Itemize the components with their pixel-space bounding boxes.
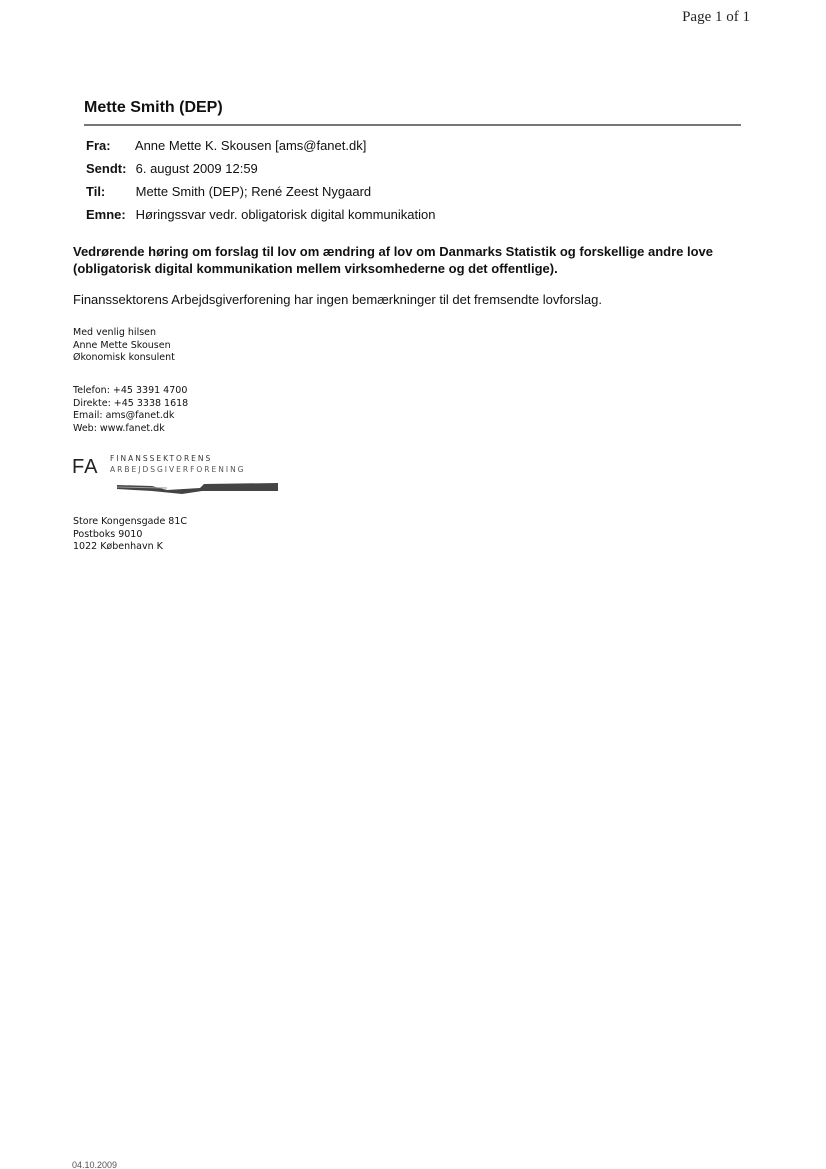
address-line: Postboks 9010 — [73, 528, 143, 540]
logo-line-1: FINANSSEKTORENS — [110, 454, 213, 463]
header-row-sent — [86, 161, 435, 184]
signature-block — [73, 327, 175, 365]
address-line: Store Kongensgade 81C — [73, 516, 188, 527]
header-divider — [84, 124, 741, 126]
body-paragraph: Finanssektorens Arbejdsgiverforening har ingen bemærkninger til det fremsendte lovforslag. — [73, 292, 602, 307]
header-label: Sendt: — [86, 161, 127, 176]
subject-heading: Vedrørende høring om forslag til lov om ændring af lov om Danmarks Statistik og forskellige andre love (obligatorisk digital kommunikation mellem virksomhederne og det offentlige). — [73, 244, 714, 276]
logo-swoosh — [117, 483, 278, 494]
header-row-to — [86, 184, 435, 207]
logo-line-2: ARBEJDSGIVERFORENING — [110, 465, 246, 474]
contact-block — [73, 385, 188, 435]
header-value: Anne Mette K. Skousen [ams@fanet.dk] — [134, 138, 367, 153]
signature-line: Anne Mette Skousen — [73, 339, 171, 351]
header-value: 6. august 2009 12:59 — [135, 161, 258, 176]
footer-date: 04.10.2009 — [72, 1160, 118, 1169]
header-label: Emne: — [86, 207, 126, 222]
header-label: Til: — [86, 184, 106, 199]
contact-line: Web: www.fanet.dk — [73, 422, 165, 434]
header-row-subject — [86, 207, 435, 230]
signature-line: Med venlig hilsen — [73, 327, 157, 338]
sender-title: Mette Smith (DEP) — [84, 99, 223, 116]
page-number: Page 1 of 1 — [682, 9, 750, 25]
header-value: Mette Smith (DEP); René Zeest Nygaard — [135, 184, 372, 199]
company-logo — [72, 453, 282, 495]
email-headers — [86, 138, 435, 230]
address-block — [73, 516, 187, 554]
header-value: Høringssvar vedr. obligatorisk digital kommunikation — [135, 207, 436, 222]
header-row-from — [86, 138, 435, 161]
signature-line: Økonomisk konsulent — [73, 352, 175, 363]
contact-line: Direkte: +45 3338 1618 — [73, 397, 189, 409]
address-line: 1022 København K — [73, 541, 163, 552]
logo-mark: FA — [72, 456, 99, 478]
contact-line: Telefon: +45 3391 4700 — [73, 385, 188, 396]
contact-line: Email: ams@fanet.dk — [73, 410, 175, 421]
header-label: Fra: — [86, 138, 111, 153]
